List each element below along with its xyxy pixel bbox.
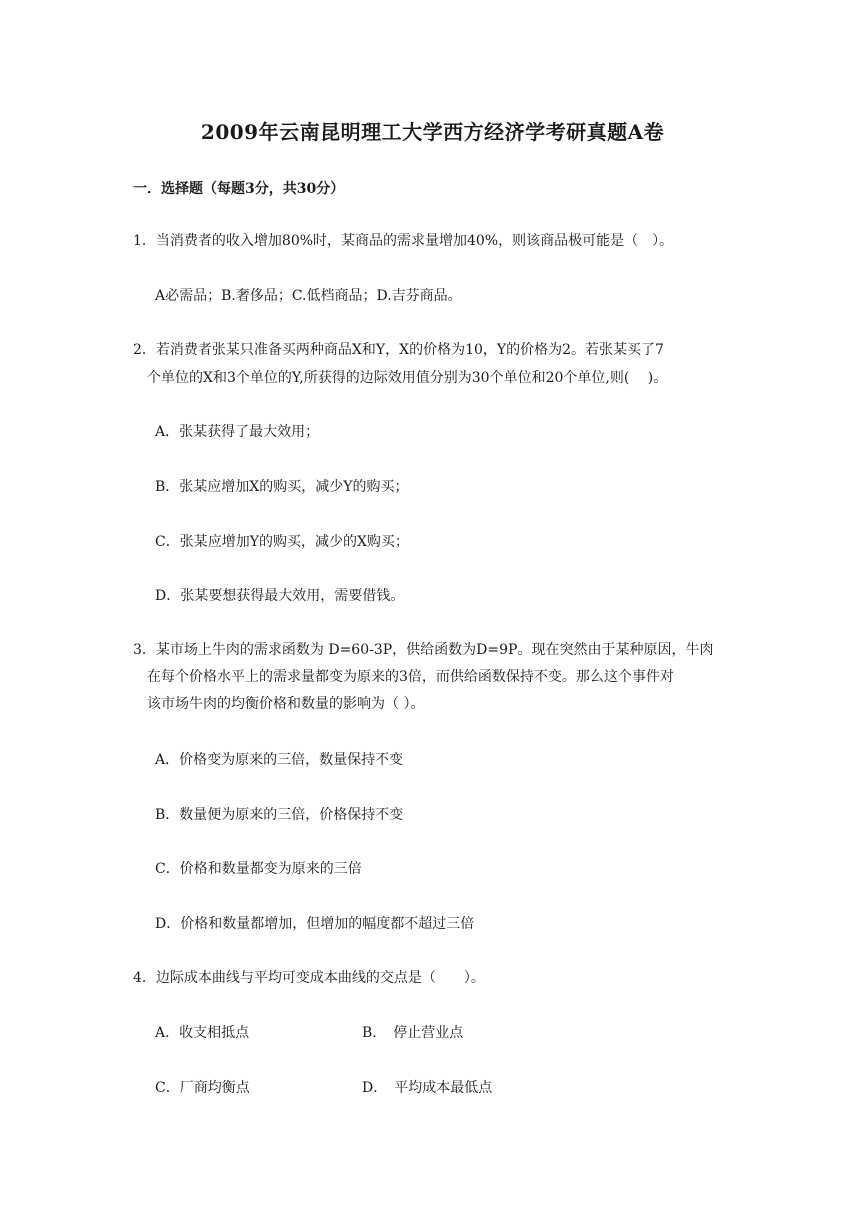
question-1-options: A必需品；B.奢侈品；C.低档商品；D.吉芬商品。: [155, 288, 462, 304]
section-header: 一．选择题（每题3分，共30分）: [133, 181, 345, 197]
question-2-stem-line-2: 个单位的X和3个单位的Y,所获得的边际效用值分别为30个单位和20个单位,则( )。: [147, 370, 668, 386]
question-2-option-a: A．张某获得了最大效用；: [155, 424, 320, 440]
question-3-option-b: B．数量便为原来的三倍，价格保持不变: [155, 807, 404, 823]
question-3-stem-line-1: 3．某市场上牛肉的需求函数为 D=60-3P，供给函数为D=9P。现在突然由于某种原因，牛肉: [133, 642, 714, 658]
question-3-option-c: C．价格和数量都变为原来的三倍: [155, 861, 362, 877]
question-4-option-d: D． 平均成本最低点: [362, 1080, 493, 1096]
question-2-option-b: B．张某应增加X的购买，减少Y的购买；: [155, 479, 409, 495]
question-4-stem: 4．边际成本曲线与平均可变成本曲线的交点是（ ）。: [133, 970, 485, 986]
question-1-stem: 1．当消费者的收入增加80%时，某商品的需求量增加40%，则该商品极可能是（ ）。: [133, 233, 674, 249]
question-3-stem-line-3: 该市场牛肉的均衡价格和数量的影响为（ ）。: [147, 696, 425, 712]
question-3-stem-line-2: 在每个价格水平上的需求量都变为原来的3倍，而供给函数保持不变。那么这个事件对: [147, 669, 674, 685]
question-2-option-c: C．张某应增加Y的购买，减少的X购买；: [155, 534, 409, 550]
question-3-option-a: A．价格变为原来的三倍，数量保持不变: [155, 752, 404, 768]
question-3-option-d: D．价格和数量都增加，但增加的幅度都不超过三倍: [155, 916, 475, 932]
question-4-option-a: A．收支相抵点: [155, 1025, 250, 1041]
question-4-option-c: C．厂商均衡点: [155, 1080, 250, 1096]
question-2-option-d: D．张某要想获得最大效用，需要借钱。: [155, 588, 405, 604]
question-2-stem-line-1: 2．若消费者张某只准备买两种商品X和Y，X的价格为10，Y的价格为2。若张某买了7: [133, 342, 664, 358]
page-title: 2009年云南昆明理工大学西方经济学考研真题A卷: [200, 120, 665, 144]
question-4-option-b: B． 停止营业点: [362, 1025, 464, 1041]
